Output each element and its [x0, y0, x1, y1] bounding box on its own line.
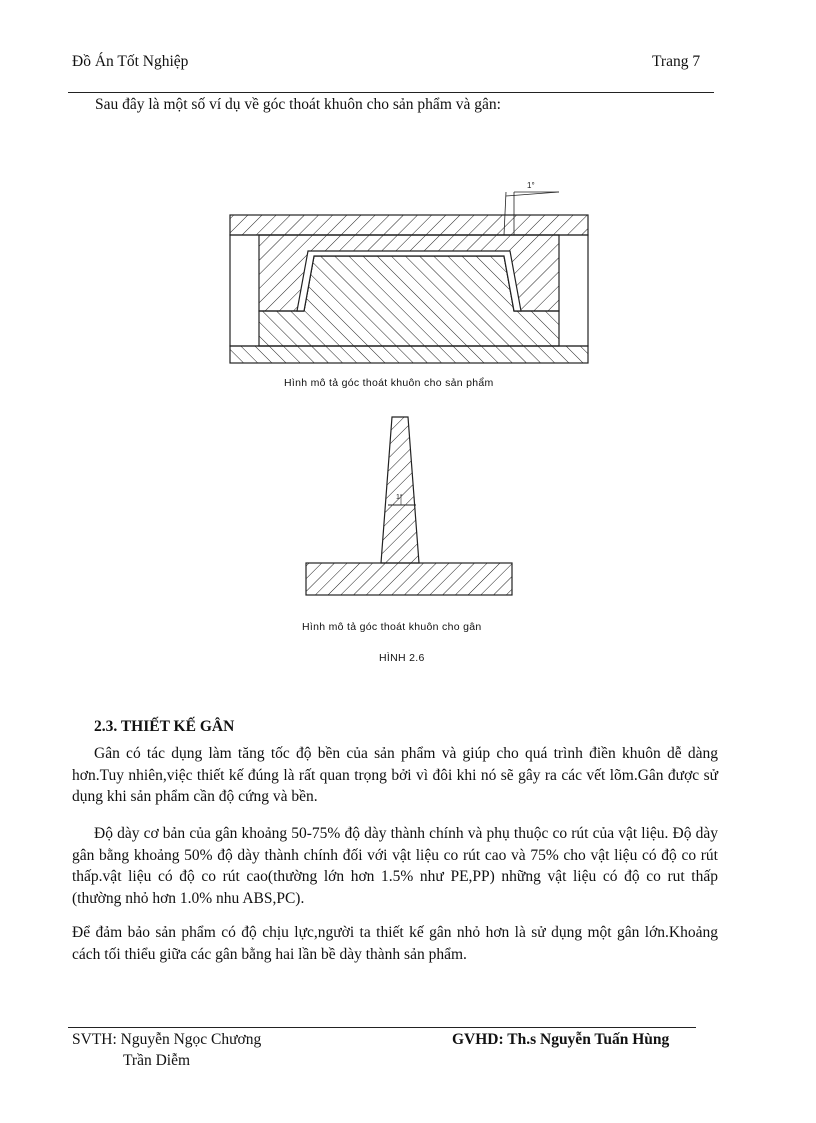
page-number: Trang 7	[652, 53, 701, 70]
footer-divider	[68, 1027, 696, 1028]
paragraph-1: Gân có tác dụng làm tăng tốc độ bền của sản phẩm và giúp cho quá trình điền khuôn dễ dàng hơn.Tuy nhiên,việc thiết kế đúng là rất quan trọng bởi vì đôi khi nó sẽ gây ra các vết lõm.Gân được sử dụng khi sản phẩm cần độ cứng và bền.	[72, 745, 718, 805]
header-divider	[68, 92, 714, 93]
product-draft-figure	[228, 178, 593, 368]
intro-text: Sau đây là một số ví dụ về góc thoát khuôn cho sản phẩm và gân:	[95, 96, 501, 113]
top-plate	[230, 215, 588, 235]
product-angle-label: 1°	[527, 181, 535, 190]
bottom-plate	[230, 346, 588, 363]
rib-caption: Hình mô tả góc thoát khuôn cho gân	[302, 621, 482, 633]
rib-angle-label: 1°	[396, 494, 403, 501]
footer-gvhd: GVHD: Th.s Nguyễn Tuấn Hùng	[452, 1031, 670, 1048]
footer-svth-second: Trần Diễm	[123, 1052, 191, 1069]
header-title: Đồ Án Tốt Nghiệp	[72, 53, 189, 70]
figure-number: HÌNH 2.6	[379, 652, 425, 664]
section-heading: 2.3. THIẾT KẾ GÂN	[94, 718, 235, 735]
rib-base	[306, 563, 512, 595]
product-caption: Hình mô tả góc thoát khuôn cho sản phẩm	[284, 377, 494, 389]
rib-draft-figure	[304, 415, 524, 600]
paragraph-2: Độ dày cơ bản của gân khoảng 50-75% độ dày thành chính và phụ thuộc co rút của vật liệu. Độ dày gân bằng khoảng 50% độ dày thành chính đối với vật liệu co rút cao và 75% cho vật liệu có độ co rút thấp.vật liệu có độ co rút cao(thường lớn hơn 1.5% như PE,PP) những vật liệu có độ co rut thấp (thường nhỏ hơn 1.0% nhu ABS,PC).	[72, 825, 718, 907]
rib-body	[381, 417, 419, 563]
footer-svth: SVTH: Nguyễn Ngọc Chương	[72, 1031, 262, 1048]
paragraph-3: Để đảm bảo sản phẩm có độ chịu lực,người ta thiết kế gân nhỏ hơn là sử dụng một gân lớn.Khoảng cách tối thiểu giữa các gân bằng hai lần bề dày thành sản phẩm.	[72, 924, 718, 963]
